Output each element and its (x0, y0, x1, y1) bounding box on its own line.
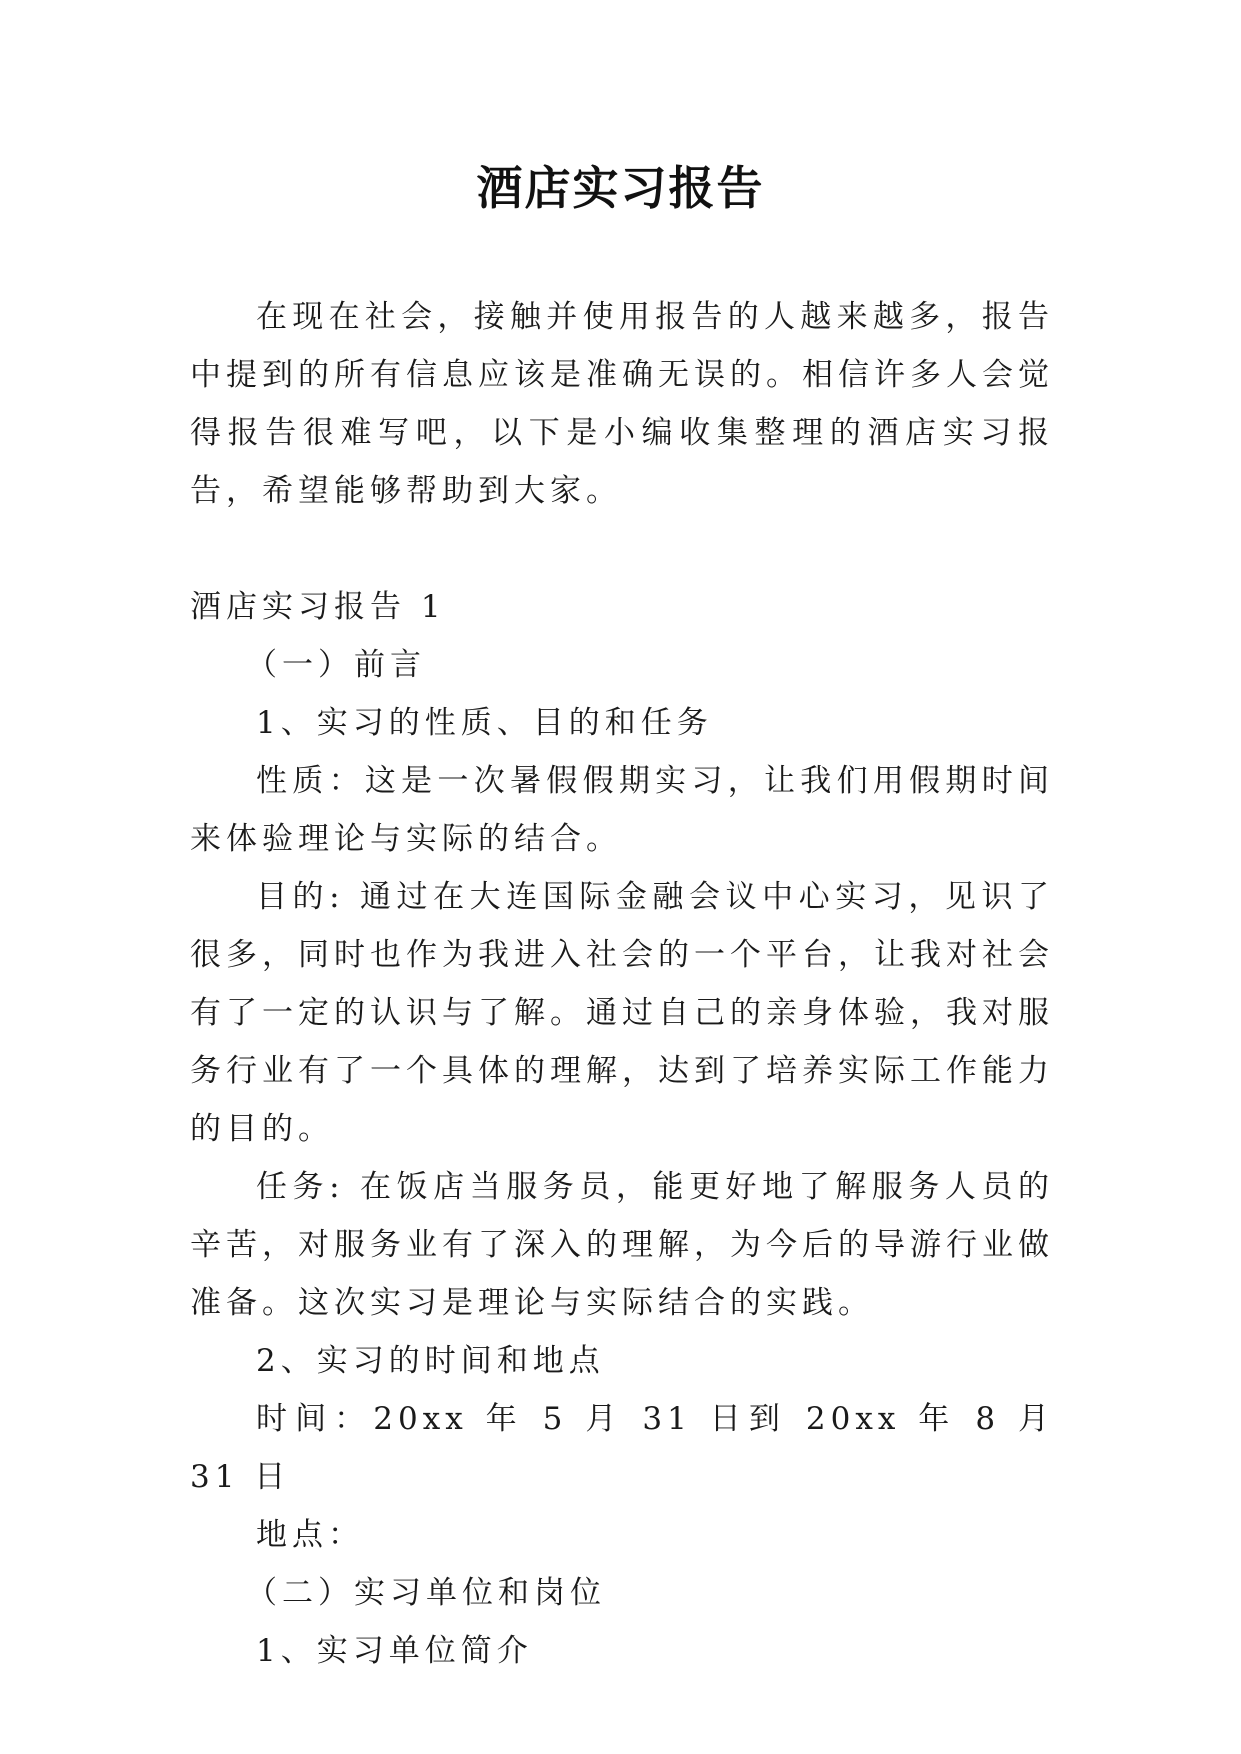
time-line: 时间：20xx 年 5 月 31 日到 20xx 年 8 月 31 日 (190, 1401, 1054, 1495)
document-body (190, 288, 1054, 1680)
purpose-paragraph: 目的: 通过在大连国际金融会议中心实习，见识了很多，同时也作为我进入社会的一个平台，让我对社会有了一定的认识与了解。通过自己的亲身体验，我对服务行业有了一个具体的理解，达到了培养实际工作能力的目的。 (190, 879, 1054, 1147)
item2-heading: 2、实习的时间和地点 (256, 1343, 605, 1379)
task-paragraph: 任务: 在饭店当服务员，能更好地了解服务人员的辛苦，对服务业有了深入的理解，为今后的导游行业做准备。这次实习是理论与实际结合的实践。 (190, 1169, 1054, 1321)
nature-paragraph: 性质：这是一次暑假假期实习，让我们用假期时间来体验理论与实际的结合。 (190, 763, 1054, 857)
intro-paragraph: 在现在社会，接触并使用报告的人越来越多，报告中提到的所有信息应该是准确无误的。相信许多人会觉得报告很难写吧，以下是小编收集整理的酒店实习报告，希望能够帮助到大家。 (190, 299, 1054, 509)
preface-heading: （一）前言 (246, 647, 426, 683)
document-title: 酒店实习报告 (476, 161, 765, 215)
place-line: 地点： (256, 1517, 364, 1553)
unit-intro-heading: 1、实习单位简介 (256, 1633, 533, 1669)
section-title: 酒店实习报告 1 (190, 589, 446, 625)
unit-heading: （二）实习单位和岗位 (246, 1575, 606, 1611)
item1-heading: 1、实习的性质、目的和任务 (256, 705, 713, 741)
